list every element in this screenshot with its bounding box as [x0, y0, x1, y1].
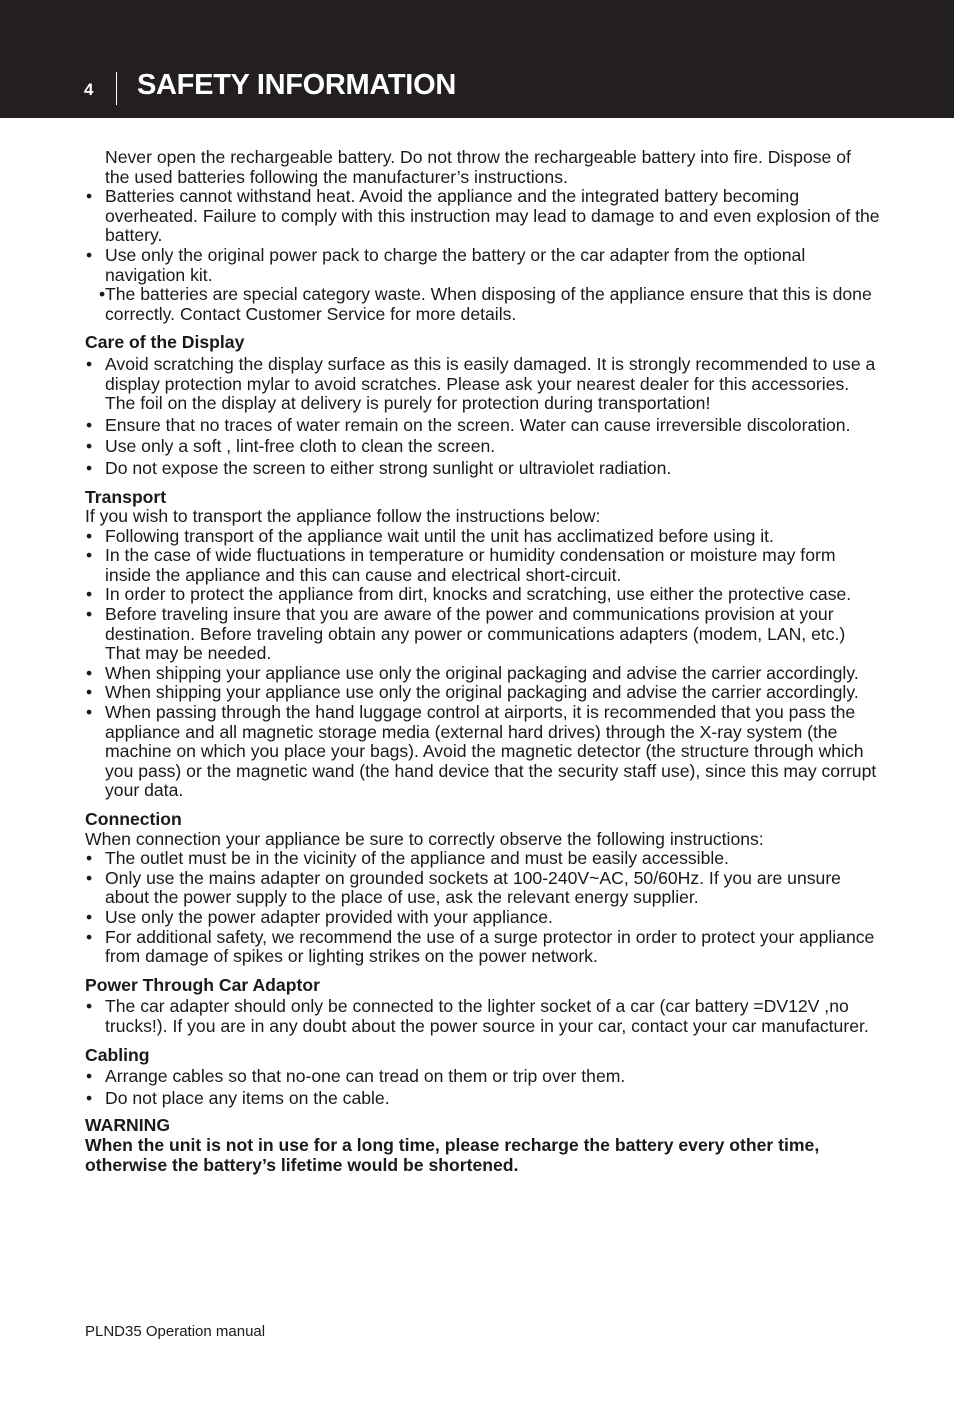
list-item: • Use only a soft , lint-free cloth to clean the screen. — [86, 436, 496, 457]
section-heading-display: Care of the Display — [85, 332, 245, 353]
list-item: • Ensure that no traces of water remain on the screen. Water can cause irreversible discoloration. — [86, 414, 851, 435]
list-item: • Do not place any items on the cable. — [86, 1087, 390, 1108]
list-item: • Batteries cannot withstand heat. Avoid the appliance and the integrated battery becoming overheated. Failure to comply with this instruction may lead to damage to and even explosion of the battery. — [86, 186, 880, 246]
header-divider — [116, 72, 117, 105]
page-title: SAFETY INFORMATION — [137, 69, 456, 101]
list-item: • Do not expose the screen to either strong sunlight or ultraviolet radiation. — [86, 457, 672, 478]
bullet-icon: • — [86, 244, 93, 265]
bullet-icon: • — [86, 926, 93, 947]
bullet-icon: • — [86, 525, 93, 546]
section-heading-car-adaptor: Power Through Car Adaptor — [85, 974, 320, 995]
bullet-icon: • — [86, 457, 93, 478]
bullet-icon: • — [86, 414, 93, 435]
safety-content — [85, 148, 880, 1175]
bullet-icon: • — [86, 848, 93, 869]
list-item: • In the case of wide fluctuations in temperature or humidity condensation or moisture may form inside the appliance and this can cause and electrical short-circuit. — [86, 545, 836, 585]
bullet-icon: • — [99, 284, 106, 305]
bullet-icon: • — [86, 996, 93, 1017]
section-heading-transport: Transport — [85, 486, 167, 507]
bullet-icon: • — [86, 682, 93, 703]
list-item: • Following transport of the appliance wait until the unit has acclimatized before using it. — [86, 525, 774, 546]
warning-heading: WARNING — [85, 1115, 171, 1136]
bullet-icon: • — [86, 353, 93, 374]
bullet-icon: • — [86, 1087, 93, 1108]
bullet-icon: • — [86, 436, 93, 457]
list-item: • In order to protect the appliance from dirt, knocks and scratching, use either the protective case. — [86, 584, 852, 605]
page-footer: PLND35 Operation manual — [85, 1323, 266, 1340]
list-item: • When shipping your appliance use only the original packaging and advise the carrier accordingly. — [86, 682, 859, 703]
list-item: • Avoid scratching the display surface as this is easily damaged. It is strongly recommended to use a display protection mylar to avoid scratches. Please ask your nearest dealer for this accessories. The foil on the display at delivery is purely for protection during transportation! — [86, 353, 876, 414]
list-item: • Arrange cables so that no-one can tread on them or trip over them. — [86, 1066, 626, 1087]
list-item: • Use only the power adapter provided with your appliance. — [86, 906, 553, 927]
list-item: • Only use the mains adapter on grounded sockets at 100-240V~AC, 50/60Hz. If you are unsure about the power supply to the place of use, ask the relevant energy supplier. — [86, 867, 841, 908]
page-header — [0, 0, 954, 118]
bullet-icon: • — [86, 186, 93, 207]
bullet-icon: • — [86, 662, 93, 683]
page-number: 4 — [84, 80, 94, 99]
list-item: • Use only the original power pack to charge the battery or the car adapter from the optional navigation kit. — [86, 244, 806, 285]
bullet-icon: • — [86, 702, 93, 723]
bullet-icon: • — [86, 1066, 93, 1087]
bullet-icon: • — [86, 906, 93, 927]
connection-lead: When connection your appliance be sure to correctly observe the following instructions: — [85, 828, 764, 849]
bullet-icon: • — [86, 584, 93, 605]
bullet-icon: • — [86, 604, 93, 625]
list-item: • For additional safety, we recommend the use of a surge protector in order to protect your appliance from damage of spikes or lighting strikes on the power network. — [86, 926, 875, 967]
list-item: • When passing through the hand luggage control at airports, it is recommended that you pass the appliance and all magnetic storage media (external hard drives) through the X-ray system (the machine on which you place your bags). Avoid the magnetic detector (the structure through which you pass) or the magnetic wand (the hand device that the security staff use), since this may corrupt your data. — [86, 702, 877, 801]
transport-lead: If you wish to transport the appliance follow the instructions below: — [85, 506, 601, 527]
section-heading-cabling: Cabling — [85, 1044, 150, 1065]
list-item: • The batteries are special category waste. When disposing of the appliance ensure that this is done correctly. Contact Customer Service for more details. — [99, 284, 872, 324]
list-item: • The outlet must be in the vicinity of the appliance and must be easily accessible. — [86, 848, 729, 869]
list-item: • The car adapter should only be connected to the lighter socket of a car (car battery =DV12V ,no trucks!). If you are in any doubt about the power source in your car, contact your car manufacturer. — [86, 996, 869, 1036]
bullet-icon: • — [86, 545, 93, 566]
list-item: • When shipping your appliance use only the original packaging and advise the carrier accordingly. — [86, 662, 859, 683]
warning-text: When the unit is not in use for a long time, please recharge the battery every other time, otherwise the battery’s lifetime would be shortened. — [85, 1134, 820, 1175]
list-item: • Before traveling insure that you are aware of the power and communications provision at your destination. Before traveling obtain any power or communications adapters (modem, LAN, etc.) That may be needed. — [86, 604, 846, 664]
intro-continuation: Never open the rechargeable battery. Do not throw the rechargeable battery into fire. Dispose of the used batteries following the manufacturer’s instructions. — [105, 147, 851, 187]
section-heading-connection: Connection — [85, 809, 182, 829]
bullet-icon: • — [86, 867, 93, 888]
